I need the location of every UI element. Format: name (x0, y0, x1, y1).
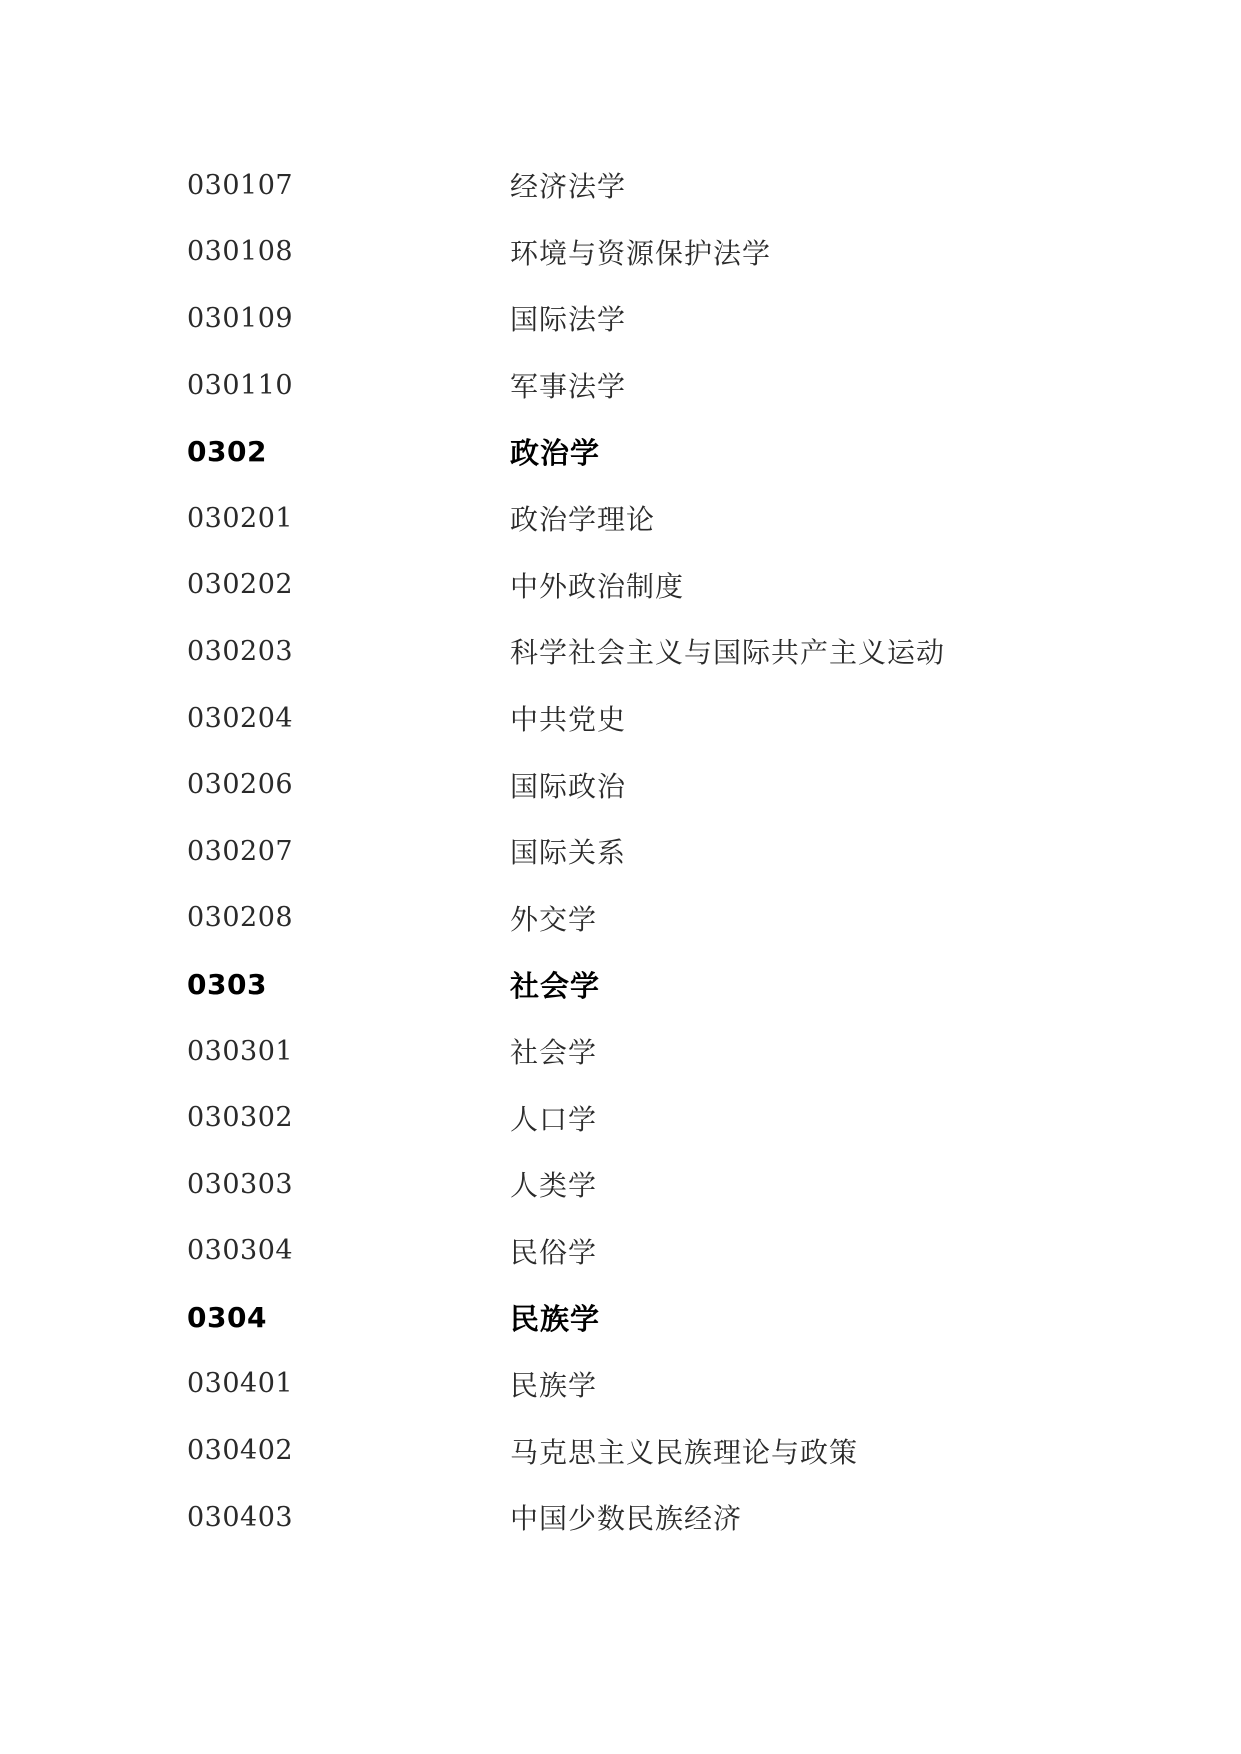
discipline-code: 030302 (187, 1102, 294, 1134)
category-name: 政治学 (510, 436, 601, 471)
discipline-code: 030402 (187, 1435, 294, 1467)
discipline-code: 030107 (187, 169, 294, 201)
discipline-entry (187, 1218, 1087, 1285)
discipline-name: 民俗学 (510, 1235, 598, 1269)
discipline-entry (187, 152, 1087, 219)
category-code: 0302 (187, 435, 267, 469)
discipline-entry (187, 685, 1087, 752)
discipline-entry (187, 1351, 1087, 1418)
discipline-code: 030109 (187, 302, 294, 334)
category-code: 0304 (187, 1300, 267, 1334)
discipline-name: 人口学 (510, 1102, 598, 1136)
discipline-code: 030304 (187, 1235, 294, 1267)
discipline-name: 中共党史 (510, 703, 627, 737)
category-code: 0303 (187, 967, 267, 1001)
discipline-entry (187, 818, 1087, 885)
discipline-code: 030303 (187, 1168, 294, 1200)
discipline-name: 科学社会主义与国际共产主义运动 (510, 636, 946, 670)
discipline-code: 030110 (187, 369, 294, 401)
discipline-name: 政治学理论 (510, 503, 656, 537)
discipline-name: 经济法学 (510, 170, 627, 204)
discipline-name: 中国少数民族经济 (510, 1502, 743, 1536)
discipline-code: 030208 (187, 902, 294, 934)
discipline-code: 030201 (187, 502, 294, 534)
discipline-category-heading (187, 951, 1087, 1018)
discipline-name: 社会学 (510, 1036, 598, 1070)
discipline-code: 030401 (187, 1368, 294, 1400)
discipline-name: 外交学 (510, 902, 598, 936)
discipline-category-heading (187, 418, 1087, 485)
category-name: 社会学 (510, 968, 601, 1003)
discipline-code: 030203 (187, 635, 294, 667)
discipline-entry (187, 219, 1087, 286)
discipline-entry (187, 552, 1087, 619)
category-name: 民族学 (510, 1301, 601, 1336)
discipline-entry (187, 1084, 1087, 1151)
discipline-entry (187, 352, 1087, 419)
discipline-name: 环境与资源保护法学 (510, 236, 772, 270)
discipline-name: 国际政治 (510, 769, 627, 803)
discipline-code: 030301 (187, 1035, 294, 1067)
discipline-entry (187, 485, 1087, 552)
discipline-name: 国际关系 (510, 836, 627, 870)
discipline-name: 中外政治制度 (510, 569, 685, 603)
discipline-entry (187, 285, 1087, 352)
discipline-name: 国际法学 (510, 303, 627, 337)
discipline-code: 030206 (187, 769, 294, 801)
discipline-code: 030403 (187, 1501, 294, 1533)
discipline-name: 军事法学 (510, 370, 627, 404)
discipline-code: 030108 (187, 236, 294, 268)
discipline-name: 马克思主义民族理论与政策 (510, 1435, 859, 1469)
discipline-name: 民族学 (510, 1368, 598, 1402)
discipline-entry (187, 618, 1087, 685)
discipline-entry (187, 1484, 1087, 1551)
discipline-code-list (187, 152, 1087, 1550)
discipline-category-heading (187, 1284, 1087, 1351)
discipline-entry (187, 751, 1087, 818)
discipline-entry (187, 1018, 1087, 1085)
discipline-entry (187, 1417, 1087, 1484)
discipline-code: 030207 (187, 835, 294, 867)
discipline-entry (187, 885, 1087, 952)
discipline-code: 030202 (187, 569, 294, 601)
discipline-name: 人类学 (510, 1169, 598, 1203)
discipline-entry (187, 1151, 1087, 1218)
discipline-code: 030204 (187, 702, 294, 734)
